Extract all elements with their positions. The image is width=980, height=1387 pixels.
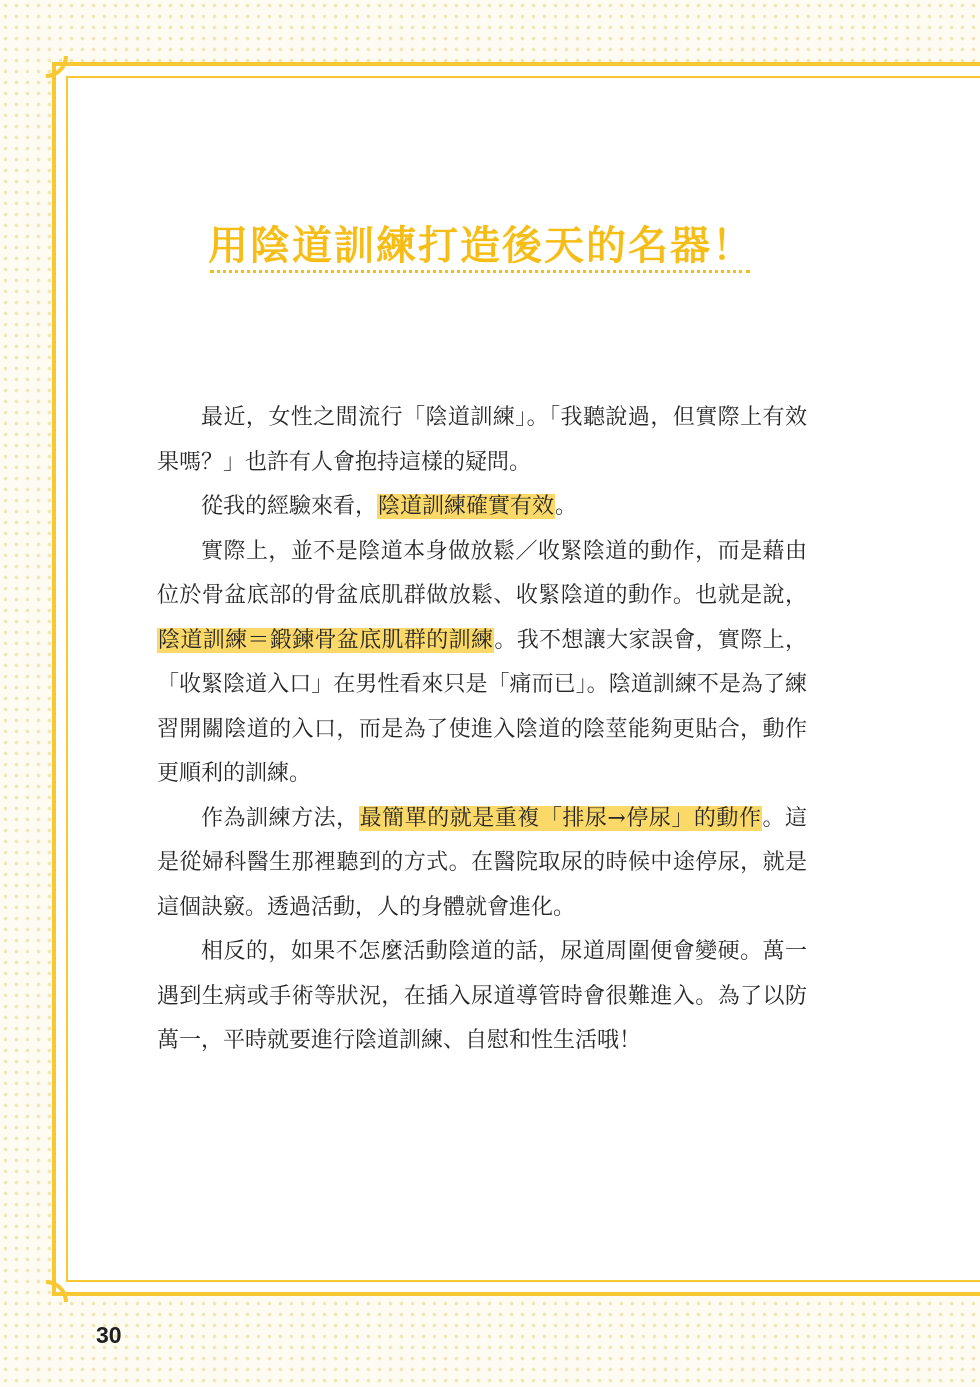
page-title: 用陰道訓練打造後天的名器！: [208, 223, 754, 269]
text-segment: 。這是從婦科醫生那裡聽到的方式。在醫院取尿的時候中途停尿，就是這個訣竅。透過活動，人的身體就會進化。: [157, 805, 807, 920]
text-segment: 。我不想讓大家誤會，實際上，「收緊陰道入口」在男性看來只是「痛而已」。陰道訓練不是為了練習開關陰道的入口，而是為了使進入陰道的陰莖能夠更貼合，動作更順利的訓練。: [157, 627, 807, 786]
paragraph: [157, 530, 807, 797]
page-number: 30: [96, 1322, 122, 1348]
text-segment: 最近，女性之間流行「陰道訓練」。「我聽說過，但實際上有效果嗎？」也許有人會抱持這樣的疑問。: [157, 405, 807, 475]
paragraph: [157, 930, 807, 1064]
paragraph: [157, 485, 807, 530]
highlighted-text: 陰道訓練＝鍛鍊骨盆底肌群的訓練: [158, 627, 494, 653]
paragraph: [157, 797, 807, 931]
highlighted-text: 最簡單的就是重複「排尿→停尿」的動作: [359, 805, 762, 831]
text-segment: 相反的，如果不怎麼活動陰道的話，尿道周圍便會變硬。萬一遇到生病或手術等狀況，在插入尿道導管時會很難進入。為了以防萬一，平時就要進行陰道訓練、自慰和性生活哦！: [157, 939, 807, 1053]
title-dotted-underline: [210, 270, 750, 273]
body-text: [157, 396, 807, 1064]
text-segment: 從我的經驗來看，: [201, 494, 378, 519]
text-segment: 實際上，並不是陰道本身做放鬆／收緊陰道的動作，而是藉由位於骨盆底部的骨盆底肌群做放鬆、收緊陰道的動作。也就是說，: [157, 538, 807, 608]
text-segment: 。: [555, 494, 578, 519]
text-segment: 作為訓練方法，: [201, 805, 359, 831]
paragraph: [157, 396, 807, 485]
highlighted-text: 陰道訓練確實有效: [378, 494, 555, 519]
